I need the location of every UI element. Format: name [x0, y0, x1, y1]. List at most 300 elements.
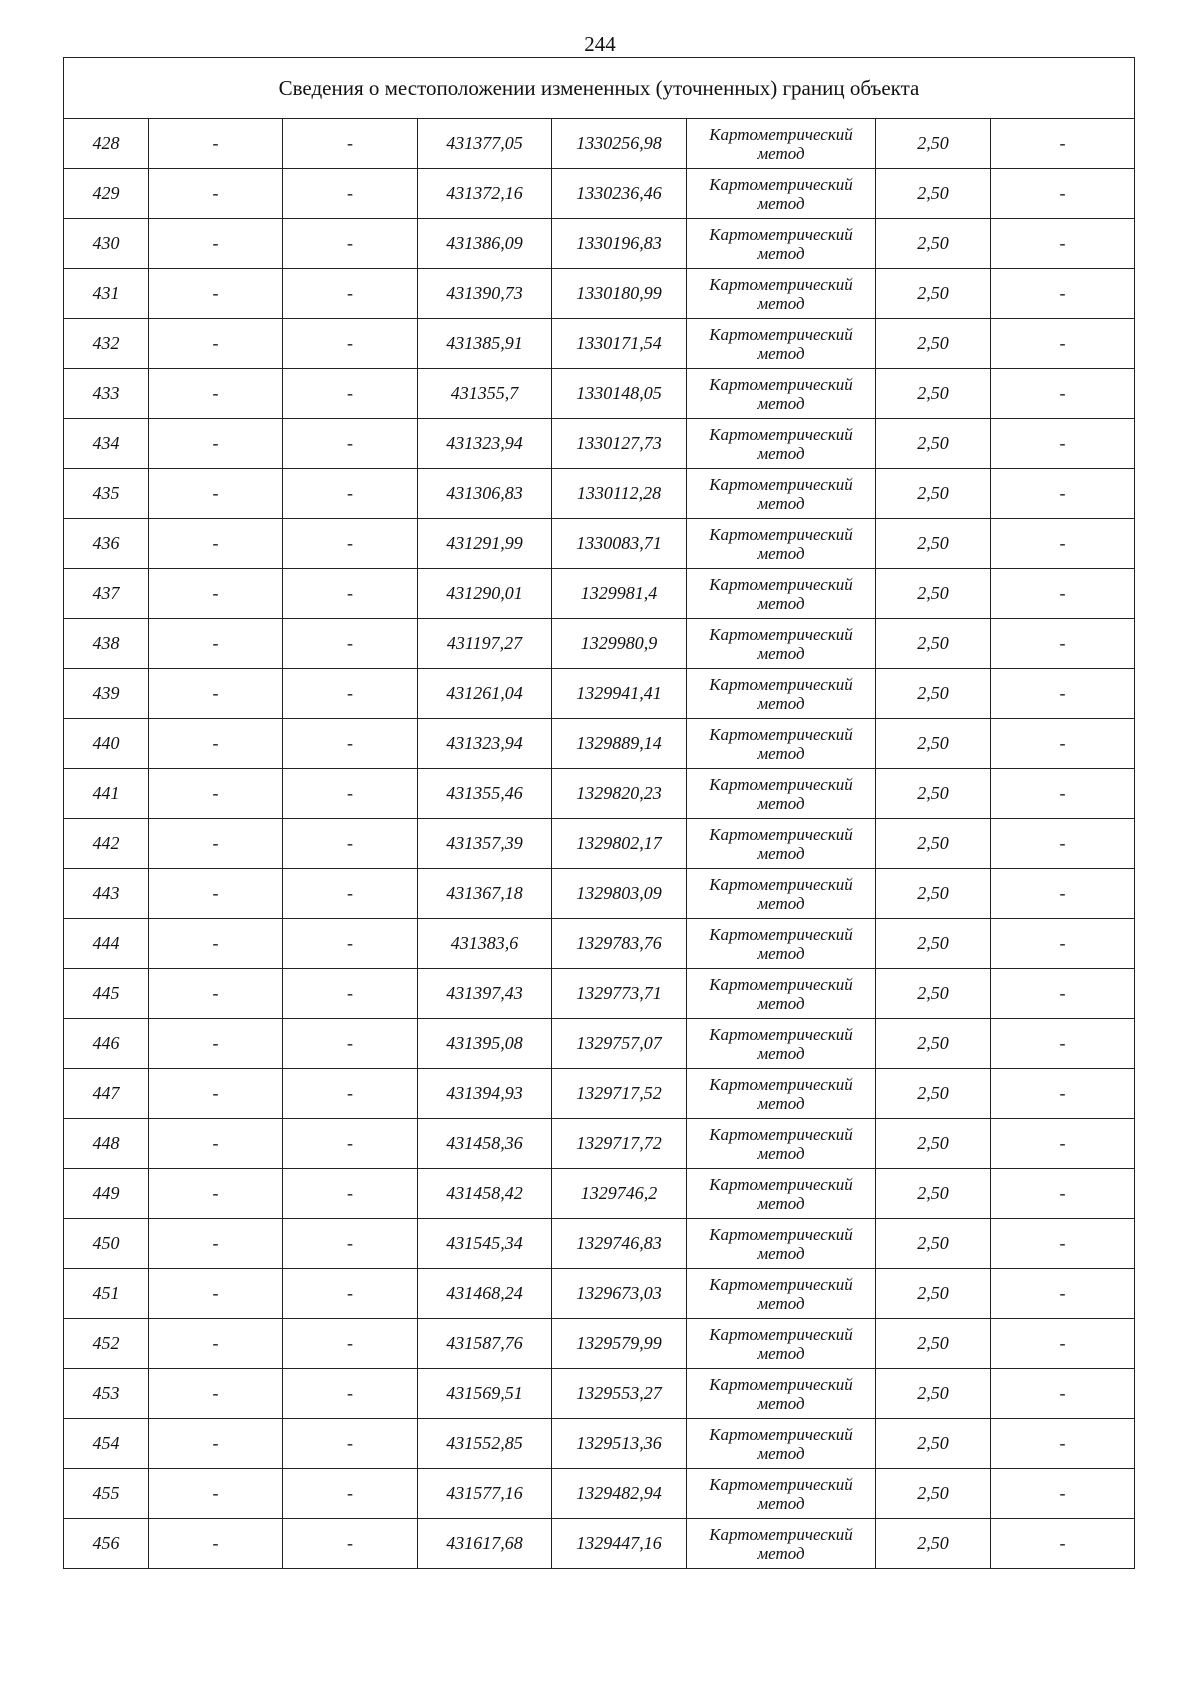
x-coordinate-cell: 431261,04	[418, 669, 552, 719]
x-coordinate-cell: 431394,93	[418, 1069, 552, 1119]
method-text-line: Картометрический	[709, 124, 853, 144]
accuracy-cell: 2,50	[876, 669, 991, 719]
y-coordinate-cell: 1329820,23	[552, 769, 687, 819]
empty-cell: -	[149, 1019, 283, 1069]
method-text-line: метод	[757, 1143, 805, 1163]
method-text-line: Картометрический	[709, 274, 853, 294]
table-row	[64, 219, 1135, 269]
method-text-line: метод	[757, 643, 805, 663]
x-coordinate-cell: 431367,18	[418, 869, 552, 919]
page-number: 244	[584, 32, 616, 56]
empty-cell: -	[149, 819, 283, 869]
method-text-line: Картометрический	[709, 824, 853, 844]
empty-cell: -	[283, 719, 418, 769]
empty-cell: -	[149, 519, 283, 569]
method-cell	[687, 969, 876, 1019]
point-number-cell: 440	[64, 719, 149, 769]
y-coordinate-cell: 1330256,98	[552, 119, 687, 169]
empty-cell: -	[149, 719, 283, 769]
method-text-line: Картометрический	[709, 774, 853, 794]
method-text-line: метод	[757, 943, 805, 963]
empty-cell: -	[991, 369, 1135, 419]
method-text-line: метод	[757, 843, 805, 863]
empty-cell: -	[991, 1019, 1135, 1069]
point-number-cell: 449	[64, 1169, 149, 1219]
accuracy-cell: 2,50	[876, 469, 991, 519]
empty-cell: -	[991, 1169, 1135, 1219]
x-coordinate-cell: 431569,51	[418, 1369, 552, 1419]
table-row	[64, 269, 1135, 319]
method-text-line: Картометрический	[709, 174, 853, 194]
method-text-line: Картометрический	[709, 1524, 853, 1544]
empty-cell: -	[283, 1519, 418, 1569]
method-text-line: Картометрический	[709, 1324, 853, 1344]
table-row	[64, 619, 1135, 669]
x-coordinate-cell: 431355,7	[418, 369, 552, 419]
table-row	[64, 719, 1135, 769]
accuracy-cell: 2,50	[876, 919, 991, 969]
y-coordinate-cell: 1329579,99	[552, 1319, 687, 1369]
y-coordinate-cell: 1329746,2	[552, 1169, 687, 1219]
empty-cell: -	[149, 269, 283, 319]
method-text-line: Картометрический	[709, 1224, 853, 1244]
y-coordinate-cell: 1330148,05	[552, 369, 687, 419]
method-text-line: метод	[757, 543, 805, 563]
point-number-cell: 430	[64, 219, 149, 269]
empty-cell: -	[283, 819, 418, 869]
method-text-line: метод	[757, 993, 805, 1013]
method-text-line: Картометрический	[709, 424, 853, 444]
accuracy-cell: 2,50	[876, 219, 991, 269]
empty-cell: -	[283, 769, 418, 819]
accuracy-cell: 2,50	[876, 1069, 991, 1119]
empty-cell: -	[991, 1069, 1135, 1119]
empty-cell: -	[283, 1019, 418, 1069]
method-cell	[687, 419, 876, 469]
empty-cell: -	[283, 269, 418, 319]
y-coordinate-cell: 1329482,94	[552, 1469, 687, 1519]
x-coordinate-cell: 431290,01	[418, 569, 552, 619]
method-cell	[687, 319, 876, 369]
y-coordinate-cell: 1329773,71	[552, 969, 687, 1019]
method-text-line: метод	[757, 143, 805, 163]
method-text-line: Картометрический	[709, 624, 853, 644]
method-cell	[687, 669, 876, 719]
point-number-cell: 439	[64, 669, 149, 719]
method-text-line: метод	[757, 793, 805, 813]
empty-cell: -	[991, 869, 1135, 919]
empty-cell: -	[149, 1269, 283, 1319]
y-coordinate-cell: 1329889,14	[552, 719, 687, 769]
method-text-line: метод	[757, 593, 805, 613]
y-coordinate-cell: 1329803,09	[552, 869, 687, 919]
method-cell	[687, 1369, 876, 1419]
method-text-line: метод	[757, 443, 805, 463]
table-row	[64, 1119, 1135, 1169]
empty-cell: -	[149, 169, 283, 219]
empty-cell: -	[283, 219, 418, 269]
empty-cell: -	[991, 469, 1135, 519]
method-text-line: Картометрический	[709, 1024, 853, 1044]
empty-cell: -	[991, 1269, 1135, 1319]
empty-cell: -	[149, 769, 283, 819]
table-row	[64, 569, 1135, 619]
accuracy-cell: 2,50	[876, 969, 991, 1019]
empty-cell: -	[991, 1119, 1135, 1169]
empty-cell: -	[283, 519, 418, 569]
point-number-cell: 454	[64, 1419, 149, 1469]
accuracy-cell: 2,50	[876, 1469, 991, 1519]
x-coordinate-cell: 431397,43	[418, 969, 552, 1019]
point-number-cell: 441	[64, 769, 149, 819]
empty-cell: -	[991, 269, 1135, 319]
table-row	[64, 469, 1135, 519]
point-number-cell: 445	[64, 969, 149, 1019]
x-coordinate-cell: 431385,91	[418, 319, 552, 369]
empty-cell: -	[283, 469, 418, 519]
y-coordinate-cell: 1329980,9	[552, 619, 687, 669]
empty-cell: -	[283, 419, 418, 469]
empty-cell: -	[149, 919, 283, 969]
empty-cell: -	[991, 669, 1135, 719]
boundary-coordinates-table	[63, 57, 1135, 1569]
method-text-line: Картометрический	[709, 574, 853, 594]
method-cell	[687, 1169, 876, 1219]
accuracy-cell: 2,50	[876, 1319, 991, 1369]
table-row	[64, 1169, 1135, 1219]
x-coordinate-cell: 431386,09	[418, 219, 552, 269]
method-cell	[687, 769, 876, 819]
y-coordinate-cell: 1330083,71	[552, 519, 687, 569]
accuracy-cell: 2,50	[876, 569, 991, 619]
empty-cell: -	[149, 1519, 283, 1569]
empty-cell: -	[149, 219, 283, 269]
point-number-cell: 438	[64, 619, 149, 669]
empty-cell: -	[149, 319, 283, 369]
empty-cell: -	[991, 419, 1135, 469]
method-cell	[687, 569, 876, 619]
table-row	[64, 769, 1135, 819]
empty-cell: -	[149, 869, 283, 919]
table-title: Сведения о местоположении измененных (уточненных) границ объекта	[64, 58, 1135, 119]
empty-cell: -	[991, 969, 1135, 1019]
empty-cell: -	[149, 1469, 283, 1519]
method-text-line: Картометрический	[709, 1424, 853, 1444]
point-number-cell: 447	[64, 1069, 149, 1119]
x-coordinate-cell: 431357,39	[418, 819, 552, 869]
method-text-line: Картометрический	[709, 374, 853, 394]
method-text-line: Картометрический	[709, 1274, 853, 1294]
method-text-line: метод	[757, 1193, 805, 1213]
method-text-line: Картометрический	[709, 724, 853, 744]
x-coordinate-cell: 431323,94	[418, 419, 552, 469]
empty-cell: -	[991, 619, 1135, 669]
point-number-cell: 448	[64, 1119, 149, 1169]
empty-cell: -	[283, 1269, 418, 1319]
accuracy-cell: 2,50	[876, 769, 991, 819]
empty-cell: -	[149, 1419, 283, 1469]
table-row	[64, 369, 1135, 419]
table-row	[64, 969, 1135, 1019]
table-row	[64, 669, 1135, 719]
accuracy-cell: 2,50	[876, 269, 991, 319]
empty-cell: -	[991, 519, 1135, 569]
x-coordinate-cell: 431617,68	[418, 1519, 552, 1569]
y-coordinate-cell: 1329802,17	[552, 819, 687, 869]
accuracy-cell: 2,50	[876, 1169, 991, 1219]
method-cell	[687, 219, 876, 269]
empty-cell: -	[283, 1469, 418, 1519]
y-coordinate-cell: 1329746,83	[552, 1219, 687, 1269]
point-number-cell: 442	[64, 819, 149, 869]
table-row	[64, 919, 1135, 969]
method-text-line: Картометрический	[709, 874, 853, 894]
method-text-line: метод	[757, 893, 805, 913]
y-coordinate-cell: 1329757,07	[552, 1019, 687, 1069]
empty-cell: -	[283, 619, 418, 669]
accuracy-cell: 2,50	[876, 619, 991, 669]
accuracy-cell: 2,50	[876, 369, 991, 419]
empty-cell: -	[283, 919, 418, 969]
x-coordinate-cell: 431395,08	[418, 1019, 552, 1069]
point-number-cell: 444	[64, 919, 149, 969]
point-number-cell: 431	[64, 269, 149, 319]
empty-cell: -	[991, 569, 1135, 619]
empty-cell: -	[991, 1369, 1135, 1419]
x-coordinate-cell: 431323,94	[418, 719, 552, 769]
y-coordinate-cell: 1329553,27	[552, 1369, 687, 1419]
point-number-cell: 452	[64, 1319, 149, 1369]
method-cell	[687, 519, 876, 569]
method-text-line: метод	[757, 1243, 805, 1263]
point-number-cell: 443	[64, 869, 149, 919]
method-text-line: метод	[757, 743, 805, 763]
method-cell	[687, 119, 876, 169]
method-text-line: метод	[757, 393, 805, 413]
y-coordinate-cell: 1329941,41	[552, 669, 687, 719]
point-number-cell: 435	[64, 469, 149, 519]
empty-cell: -	[283, 1319, 418, 1369]
method-text-line: Картометрический	[709, 324, 853, 344]
empty-cell: -	[991, 219, 1135, 269]
method-cell	[687, 919, 876, 969]
method-text-line: Картометрический	[709, 524, 853, 544]
table-row	[64, 419, 1135, 469]
method-text-line: Картометрический	[709, 974, 853, 994]
x-coordinate-cell: 431552,85	[418, 1419, 552, 1469]
table-row	[64, 169, 1135, 219]
method-cell	[687, 1469, 876, 1519]
method-text-line: Картометрический	[709, 1074, 853, 1094]
method-text-line: метод	[757, 1543, 805, 1563]
empty-cell: -	[991, 919, 1135, 969]
point-number-cell: 453	[64, 1369, 149, 1419]
method-cell	[687, 1119, 876, 1169]
x-coordinate-cell: 431587,76	[418, 1319, 552, 1369]
x-coordinate-cell: 431372,16	[418, 169, 552, 219]
empty-cell: -	[149, 419, 283, 469]
table-row	[64, 519, 1135, 569]
accuracy-cell: 2,50	[876, 1269, 991, 1319]
empty-cell: -	[283, 1169, 418, 1219]
empty-cell: -	[991, 119, 1135, 169]
accuracy-cell: 2,50	[876, 169, 991, 219]
empty-cell: -	[991, 1219, 1135, 1269]
empty-cell: -	[149, 669, 283, 719]
method-text-line: Картометрический	[709, 1374, 853, 1394]
x-coordinate-cell: 431306,83	[418, 469, 552, 519]
point-number-cell: 437	[64, 569, 149, 619]
y-coordinate-cell: 1329447,16	[552, 1519, 687, 1569]
method-cell	[687, 169, 876, 219]
table-row	[64, 1219, 1135, 1269]
empty-cell: -	[149, 1369, 283, 1419]
empty-cell: -	[991, 169, 1135, 219]
method-cell	[687, 269, 876, 319]
y-coordinate-cell: 1329717,72	[552, 1119, 687, 1169]
point-number-cell: 456	[64, 1519, 149, 1569]
table-row	[64, 1269, 1135, 1319]
point-number-cell: 450	[64, 1219, 149, 1269]
table-row	[64, 1419, 1135, 1469]
method-text-line: метод	[757, 193, 805, 213]
y-coordinate-cell: 1330171,54	[552, 319, 687, 369]
y-coordinate-cell: 1329513,36	[552, 1419, 687, 1469]
table-row	[64, 1069, 1135, 1119]
y-coordinate-cell: 1329673,03	[552, 1269, 687, 1319]
table-row	[64, 819, 1135, 869]
x-coordinate-cell: 431383,6	[418, 919, 552, 969]
table-row	[64, 119, 1135, 169]
method-text-line: метод	[757, 243, 805, 263]
accuracy-cell: 2,50	[876, 519, 991, 569]
method-cell	[687, 719, 876, 769]
accuracy-cell: 2,50	[876, 1369, 991, 1419]
accuracy-cell: 2,50	[876, 1119, 991, 1169]
method-text-line: Картометрический	[709, 474, 853, 494]
point-number-cell: 436	[64, 519, 149, 569]
empty-cell: -	[149, 369, 283, 419]
method-text-line: метод	[757, 1043, 805, 1063]
y-coordinate-cell: 1330196,83	[552, 219, 687, 269]
x-coordinate-cell: 431390,73	[418, 269, 552, 319]
point-number-cell: 429	[64, 169, 149, 219]
table-row	[64, 869, 1135, 919]
empty-cell: -	[991, 1519, 1135, 1569]
table-row	[64, 1469, 1135, 1519]
accuracy-cell: 2,50	[876, 1419, 991, 1469]
y-coordinate-cell: 1329783,76	[552, 919, 687, 969]
table-row	[64, 319, 1135, 369]
table-row	[64, 1519, 1135, 1569]
accuracy-cell: 2,50	[876, 1219, 991, 1269]
x-coordinate-cell: 431197,27	[418, 619, 552, 669]
empty-cell: -	[283, 369, 418, 419]
method-text-line: метод	[757, 1343, 805, 1363]
accuracy-cell: 2,50	[876, 319, 991, 369]
empty-cell: -	[149, 119, 283, 169]
accuracy-cell: 2,50	[876, 119, 991, 169]
empty-cell: -	[283, 1419, 418, 1469]
point-number-cell: 446	[64, 1019, 149, 1069]
table-row	[64, 1019, 1135, 1069]
accuracy-cell: 2,50	[876, 719, 991, 769]
empty-cell: -	[283, 169, 418, 219]
method-text-line: метод	[757, 1393, 805, 1413]
x-coordinate-cell: 431458,36	[418, 1119, 552, 1169]
method-text-line: метод	[757, 343, 805, 363]
method-text-line: Картометрический	[709, 1124, 853, 1144]
empty-cell: -	[149, 1069, 283, 1119]
method-cell	[687, 1519, 876, 1569]
method-text-line: метод	[757, 293, 805, 313]
table-row	[64, 1369, 1135, 1419]
method-cell	[687, 1019, 876, 1069]
method-text-line: метод	[757, 1293, 805, 1313]
method-cell	[687, 369, 876, 419]
empty-cell: -	[283, 869, 418, 919]
empty-cell: -	[149, 969, 283, 1019]
y-coordinate-cell: 1330180,99	[552, 269, 687, 319]
point-number-cell: 455	[64, 1469, 149, 1519]
method-cell	[687, 469, 876, 519]
method-text-line: Картометрический	[709, 1474, 853, 1494]
method-cell	[687, 819, 876, 869]
method-text-line: метод	[757, 493, 805, 513]
x-coordinate-cell: 431545,34	[418, 1219, 552, 1269]
method-cell	[687, 1319, 876, 1369]
x-coordinate-cell: 431377,05	[418, 119, 552, 169]
empty-cell: -	[149, 1219, 283, 1269]
empty-cell: -	[991, 319, 1135, 369]
method-text-line: метод	[757, 1093, 805, 1113]
empty-cell: -	[149, 1169, 283, 1219]
accuracy-cell: 2,50	[876, 869, 991, 919]
method-cell	[687, 1219, 876, 1269]
empty-cell: -	[991, 769, 1135, 819]
empty-cell: -	[283, 1069, 418, 1119]
method-cell	[687, 619, 876, 669]
empty-cell: -	[283, 669, 418, 719]
method-text-line: метод	[757, 693, 805, 713]
method-text-line: метод	[757, 1493, 805, 1513]
empty-cell: -	[149, 1319, 283, 1369]
empty-cell: -	[991, 1469, 1135, 1519]
method-cell	[687, 1419, 876, 1469]
x-coordinate-cell: 431291,99	[418, 519, 552, 569]
empty-cell: -	[991, 1319, 1135, 1369]
accuracy-cell: 2,50	[876, 1519, 991, 1569]
x-coordinate-cell: 431468,24	[418, 1269, 552, 1319]
method-cell	[687, 869, 876, 919]
table-title-row	[64, 58, 1135, 119]
x-coordinate-cell: 431577,16	[418, 1469, 552, 1519]
point-number-cell: 434	[64, 419, 149, 469]
accuracy-cell: 2,50	[876, 419, 991, 469]
point-number-cell: 432	[64, 319, 149, 369]
empty-cell: -	[991, 819, 1135, 869]
empty-cell: -	[149, 619, 283, 669]
empty-cell: -	[283, 119, 418, 169]
empty-cell: -	[991, 719, 1135, 769]
method-text-line: Картометрический	[709, 224, 853, 244]
empty-cell: -	[149, 569, 283, 619]
y-coordinate-cell: 1330127,73	[552, 419, 687, 469]
empty-cell: -	[283, 319, 418, 369]
y-coordinate-cell: 1329717,52	[552, 1069, 687, 1119]
accuracy-cell: 2,50	[876, 819, 991, 869]
empty-cell: -	[283, 569, 418, 619]
